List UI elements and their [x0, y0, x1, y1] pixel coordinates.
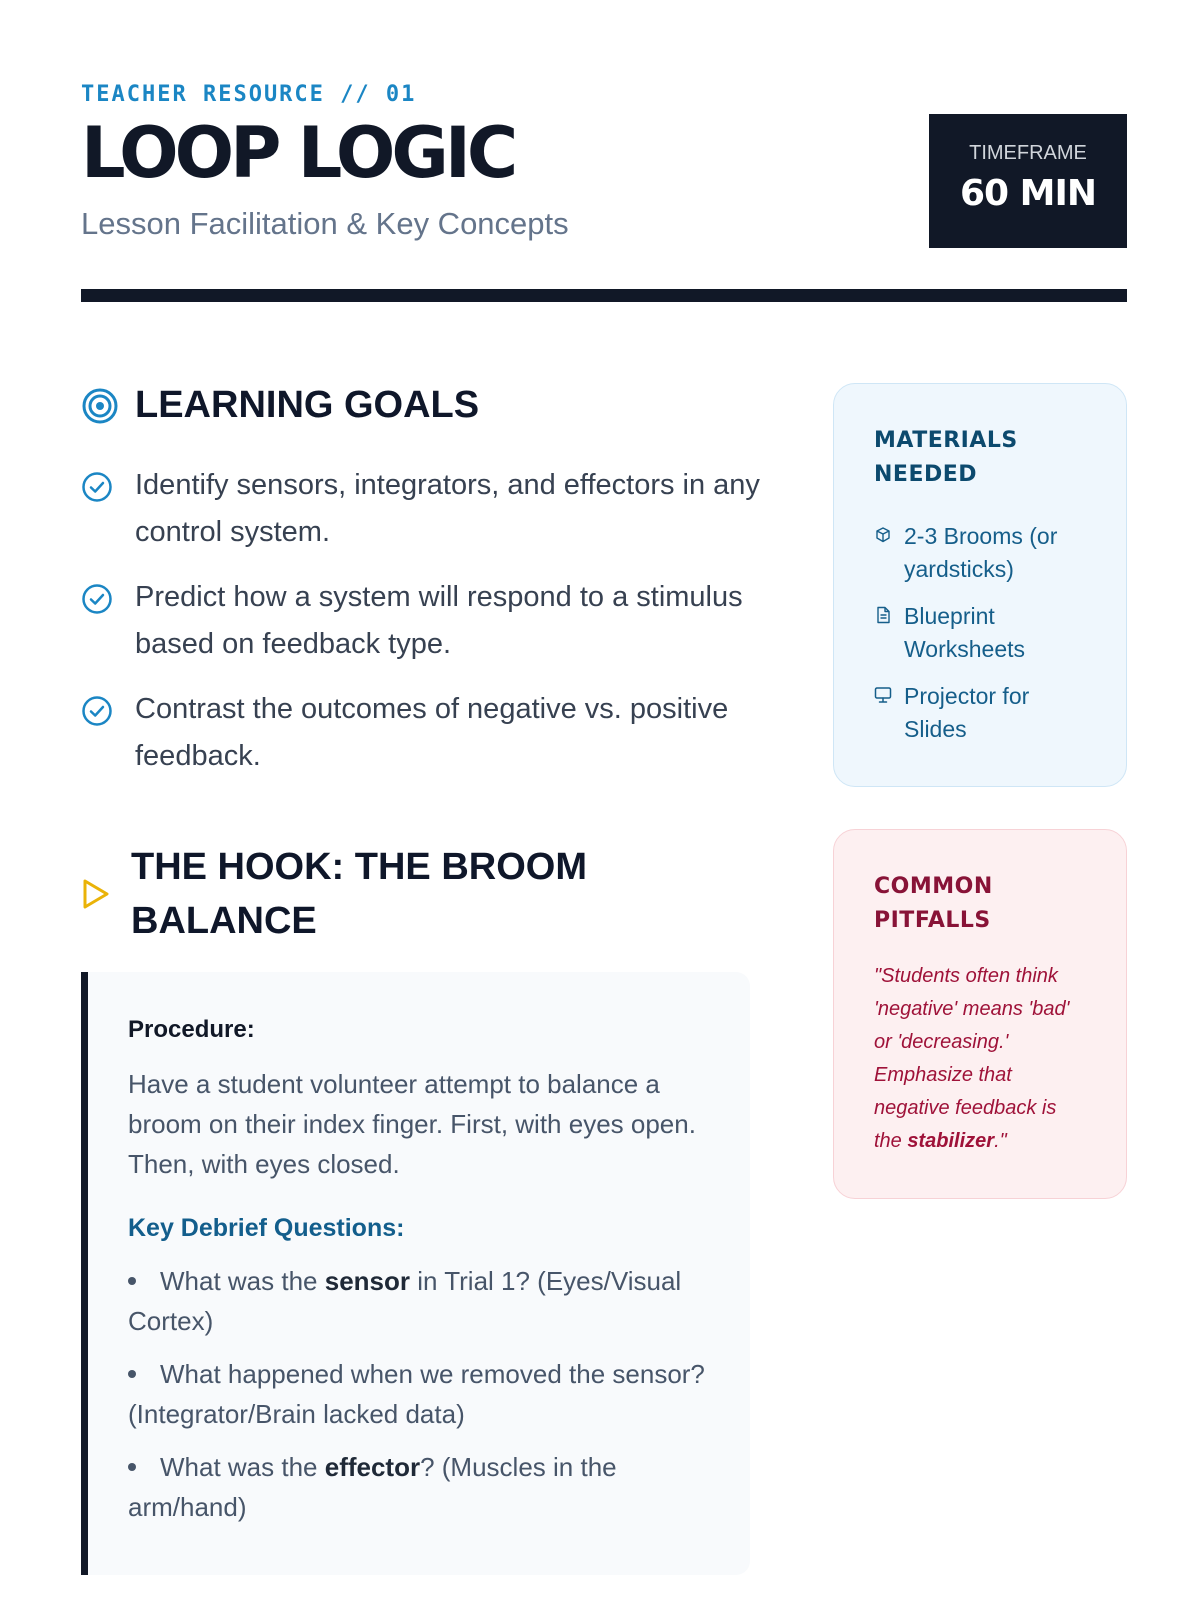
question-emphasis: sensor — [324, 1266, 410, 1296]
play-icon — [81, 877, 111, 911]
lesson-page — [81, 0, 1127, 1600]
debrief-questions-label: Key Debrief Questions: — [128, 1214, 405, 1242]
material-label: Projector for Slides — [904, 683, 1030, 742]
timeframe-badge — [929, 114, 1127, 248]
pitfalls-panel — [833, 829, 1127, 1199]
material-item — [874, 520, 1088, 586]
goal-text: Contrast the outcomes of negative vs. positive feedback. — [135, 693, 729, 772]
question-text: in Trial 1? (Eyes/Visual Cortex) — [128, 1266, 682, 1336]
debrief-question — [128, 1261, 714, 1341]
procedure-card — [81, 972, 750, 1575]
goal-text: Predict how a system will respond to a stimulus based on feedback type. — [135, 581, 743, 660]
debrief-question — [128, 1447, 714, 1527]
material-label: 2-3 Brooms (or yardsticks) — [904, 523, 1058, 582]
debrief-question — [128, 1354, 714, 1434]
page-title: LOOP LOGIC — [81, 112, 515, 194]
bullet-dot — [128, 1277, 136, 1285]
material-label: Blueprint Worksheets — [904, 603, 1026, 662]
goal-item — [81, 574, 761, 668]
goal-text: Identify sensors, integrators, and effectors in any control system. — [135, 469, 760, 548]
check-circle-icon — [81, 695, 113, 727]
procedure-text: Have a student volunteer attempt to balance a broom on their index finger. First, with eyes open. Then, with eyes closed. — [128, 1069, 696, 1179]
eyebrow-label: TEACHER RESOURCE // 01 — [81, 82, 417, 107]
question-text: ? (Muscles in the arm/hand) — [128, 1452, 617, 1522]
learning-goals-title: LEARNING GOALS — [135, 384, 480, 426]
target-icon — [81, 387, 119, 425]
goal-item — [81, 686, 761, 780]
header-divider — [81, 289, 1127, 302]
pitfalls-title: COMMON PITFALLS — [874, 874, 993, 933]
hook-title: THE HOOK: THE BROOM BALANCE — [131, 846, 587, 942]
monitor-icon — [874, 686, 892, 704]
bullet-dot — [128, 1463, 136, 1471]
goal-item — [81, 462, 761, 556]
question-emphasis: effector — [324, 1452, 421, 1482]
bullet-dot — [128, 1370, 136, 1378]
quote-text: "Students often think 'negative' means 'bad' or 'decreasing.' Emphasize that negative feedback is the — [874, 965, 1070, 1152]
document-icon — [874, 606, 892, 624]
learning-goals-list — [81, 462, 761, 798]
hook-header — [81, 840, 761, 948]
quote-text: ." — [994, 1130, 1007, 1152]
page-subtitle: Lesson Facilitation & Key Concepts — [81, 206, 569, 241]
materials-title: MATERIALS NEEDED — [874, 428, 1018, 487]
timeframe-value: 60 MIN — [960, 173, 1096, 214]
box-icon — [874, 526, 892, 544]
procedure-label: Procedure: — [128, 1016, 255, 1043]
debrief-questions-list — [128, 1261, 714, 1527]
material-item — [874, 600, 1088, 666]
question-text: What happened when we removed the sensor? (Integrator/Brain lacked data) — [128, 1359, 705, 1429]
timeframe-label: TIMEFRAME — [969, 142, 1087, 164]
check-circle-icon — [81, 471, 113, 503]
pitfalls-quote — [874, 960, 1088, 1158]
materials-panel — [833, 383, 1127, 787]
question-text: What was the — [160, 1266, 325, 1296]
question-text: What was the — [160, 1452, 325, 1482]
quote-emphasis: stabilizer — [907, 1130, 995, 1152]
learning-goals-header — [81, 384, 479, 427]
material-item — [874, 680, 1088, 746]
check-circle-icon — [81, 583, 113, 615]
